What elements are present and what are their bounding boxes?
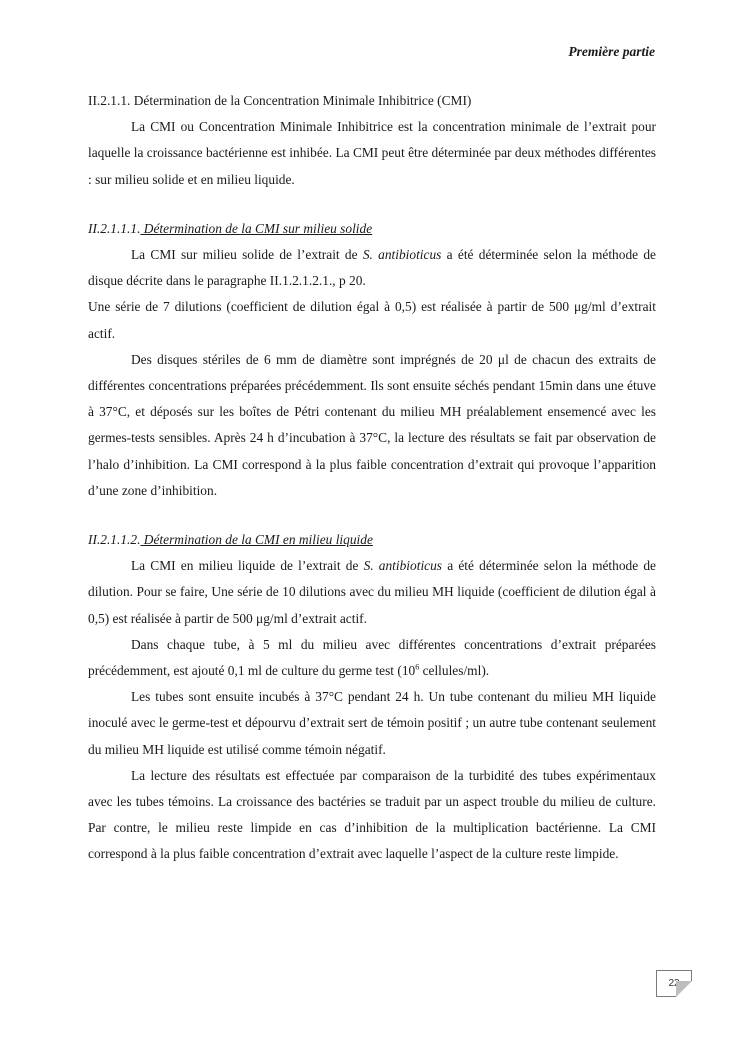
document-body — [88, 88, 656, 868]
text-run: La CMI sur milieu solide de l’extrait de — [131, 247, 363, 263]
spacer — [88, 504, 656, 527]
subsection-heading-liquid — [88, 527, 656, 553]
page-header: Première partie — [568, 44, 655, 59]
species-name: S. antibioticus — [362, 247, 442, 263]
liquid-paragraph-1 — [88, 553, 656, 632]
page-number: 22 — [668, 978, 680, 989]
spacer — [88, 193, 656, 216]
subsection-title: Détermination de la CMI sur milieu solide — [140, 220, 373, 236]
text-run: Dans chaque tube, à 5 ml du milieu avec différentes concentrations d’extrait préparées précédemment, est ajouté 0,1 ml de culture du germe test (10 — [88, 636, 656, 679]
subsection-title: Détermination de la CMI en milieu liquide — [140, 532, 373, 548]
text-run: cellules/ml). — [419, 663, 490, 679]
exponent: 6 — [415, 662, 420, 672]
text-run: La CMI en milieu liquide de l’extrait de — [131, 558, 364, 574]
subsection-heading-solid — [88, 216, 656, 242]
solid-paragraph-2: Une série de 7 dilutions (coefficient de dilution égal à 0,5) est réalisée à partir de 500 μg/ml d’extrait actif. — [88, 299, 656, 341]
section-heading: II.2.1.1. Détermination de la Concentration Minimale Inhibitrice (CMI) — [88, 93, 472, 108]
solid-paragraph-3: Des disques stériles de 6 mm de diamètre sont imprégnés de 20 μl de chacun des extraits de différentes concentrations préparées précédemment. Ils sont ensuite séchés pendant 15min dans une étuve à 37°C, et déposés sur les boîtes de Pétri contenant du milieu MH préalablement ensemencé avec les germes-tests sensibles. Après 24 h d’incubation à 37°C, la lecture des résultats se fait par observation de l’halo d’inhibition. La CMI correspond à la plus faible concentration d’extrait qui provoque l’apparition d’une zone d’inhibition. — [88, 351, 656, 498]
solid-paragraph-1 — [88, 242, 656, 294]
liquid-paragraph-4: La lecture des résultats est effectuée par comparaison de la turbidité des tubes expérimentaux avec les tubes témoins. La croissance des bactéries se traduit par un aspect trouble du milieu de culture. Par contre, le milieu reste limpide en cas d’inhibition de la multiplication bactérienne. La CMI correspond à la plus faible concentration d’extrait avec laquelle l’aspect de la culture reste limpide. — [88, 767, 656, 862]
liquid-paragraph-3: Les tubes sont ensuite incubés à 37°C pendant 24 h. Un tube contenant du milieu MH liquide inoculé avec le germe-test et dépourvu d’extrait sert de témoin positif ; un autre tube contenant seulement du milieu MH liquide est utilisé comme témoin négatif. — [88, 689, 656, 757]
section-intro-paragraph: La CMI ou Concentration Minimale Inhibitrice est la concentration minimale de l’extrait pour laquelle la croissance bactérienne est inhibée. La CMI peut être déterminée par deux méthodes différentes : sur milieu solide et en milieu liquide. — [88, 119, 656, 187]
folded-corner-icon — [676, 981, 692, 997]
text-run: a été déterminée selon la méthode de disque décrite dans le paragraphe II.1.2.1.2.1., p 20. — [88, 247, 656, 289]
page-number-box — [656, 970, 692, 997]
species-name: S. antibioticus — [363, 558, 443, 574]
liquid-paragraph-2 — [88, 632, 656, 684]
text-run: a été déterminée selon la méthode de dilution. Pour se faire, Une série de 10 dilutions avec du milieu MH liquide (coefficient de dilution égal à 0,5) est réalisée à partir de 500 μg/ml d’extrait actif. — [88, 558, 656, 626]
subsection-number: II.2.1.1.2. — [88, 532, 141, 548]
subsection-number: II.2.1.1.1. — [88, 220, 141, 236]
